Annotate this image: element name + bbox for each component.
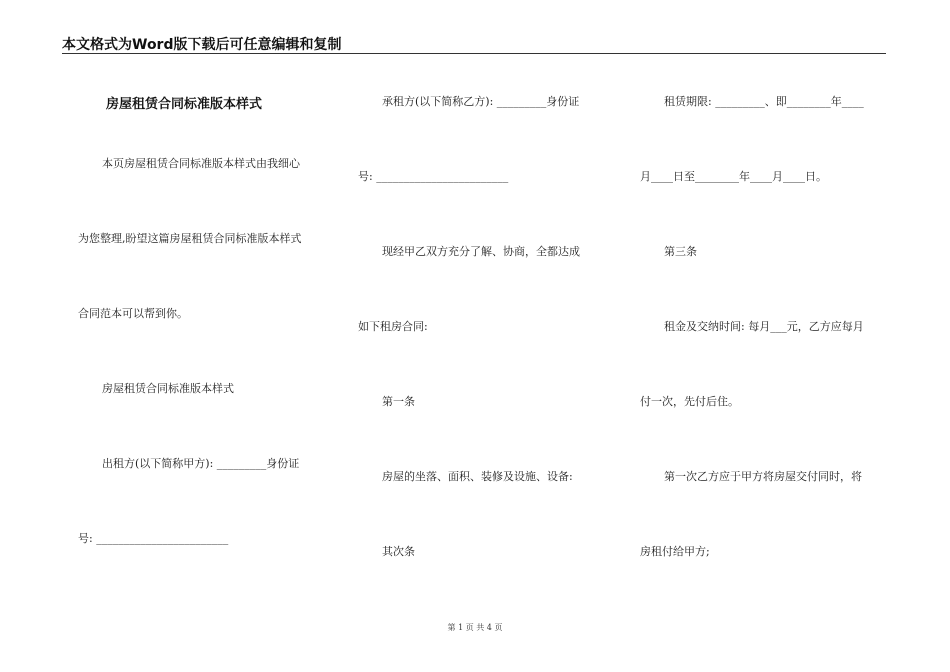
page-number: 第 1 页 共 4 页 (447, 623, 503, 632)
paragraph-line: 房租付给甲方; (640, 545, 710, 558)
paragraph-line: 本页房屋租赁合同标准版本样式由我细心 (102, 157, 300, 170)
paragraph-line: 承租方(以下简称乙方): _________身份证 (382, 95, 580, 108)
paragraph-line: 出租方(以下简称甲方): _________身份证 (102, 457, 300, 470)
paragraph-line: 现经甲乙双方充分了解、协商，全都达成 (382, 245, 580, 258)
header-divider (62, 53, 886, 54)
paragraph-line: 第一条 (382, 395, 415, 408)
paragraph-line: 第一次乙方应于甲方将房屋交付同时，将 (664, 470, 862, 483)
document-header: 本文格式为Word版下载后可任意编辑和复制 (62, 37, 342, 53)
paragraph-line: 付一次，先付后住。 (640, 395, 739, 408)
paragraph-line: 月____日至________年____月____日。 (640, 170, 827, 183)
paragraph-line: 号: ________________________ (358, 170, 509, 183)
paragraph-line: 房屋租赁合同标准版本样式 (102, 382, 234, 395)
paragraph-line: 合同范本可以帮到你。 (78, 307, 188, 320)
paragraph-line: 号: ________________________ (78, 532, 229, 545)
paragraph-line: 租金及交纳时间: 每月___元，乙方应每月 (664, 320, 864, 333)
paragraph-line: 房屋的坐落、面积、装修及设施、设备: (382, 470, 573, 483)
paragraph-line: 如下租房合同: (358, 320, 428, 333)
paragraph-line: 其次条 (382, 545, 415, 558)
paragraph-line: 第三条 (664, 245, 697, 258)
document-title: 房屋租赁合同标准版本样式 (106, 97, 263, 112)
paragraph-line: 租赁期限: _________、即________年____ (664, 95, 864, 108)
paragraph-line: 为您整理,盼望这篇房屋租赁合同标准版本样式 (78, 232, 302, 245)
